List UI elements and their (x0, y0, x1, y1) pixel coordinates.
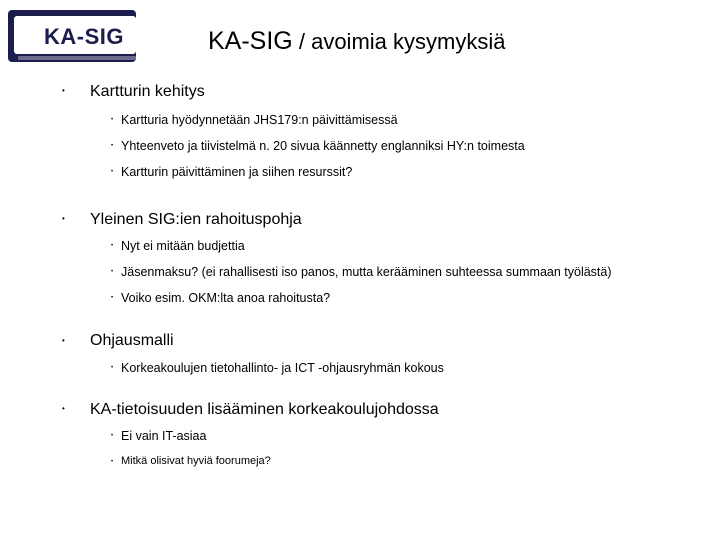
logo-side-label (22, 28, 36, 58)
list-item: Nyt ei mitään budjettia (121, 239, 245, 253)
section-bullet: • (62, 86, 65, 95)
logo-panel (14, 16, 136, 54)
item-bullet: • (111, 459, 114, 465)
title-main: KA-SIG (208, 27, 293, 55)
section-heading: Kartturin kehitys (90, 83, 205, 100)
list-item: Jäsenmaksu? (ei rahallisesti iso panos, mutta kerääminen suhteessa summaan työlästä) (121, 265, 612, 279)
item-bullet: • (111, 143, 114, 149)
section-bullet: • (62, 404, 65, 413)
item-bullet: • (111, 169, 114, 175)
list-item: Mitkä olisivat hyviä foorumeja? (121, 455, 271, 467)
item-bullet: • (111, 295, 114, 301)
list-item: Kartturia hyödynnetään JHS179:n päivittämisessä (121, 113, 398, 127)
item-bullet: • (111, 269, 114, 275)
section-bullet: • (62, 336, 65, 345)
item-bullet: • (111, 433, 114, 439)
item-bullet: • (111, 365, 114, 371)
list-item: Yhteenveto ja tiivistelmä n. 20 sivua käännetty englanniksi HY:n toimesta (121, 139, 525, 153)
section-heading: Yleinen SIG:ien rahoituspohja (90, 211, 302, 228)
title-rest: / avoimia kysymyksiä (292, 29, 506, 54)
section-heading: KA-tietoisuuden lisääminen korkeakoulujohdossa (90, 401, 439, 418)
list-item: Ei vain IT-asiaa (121, 429, 207, 443)
section-bullet: • (62, 214, 65, 223)
section-heading: Ohjausmalli (90, 332, 174, 349)
logo-tagline-bar (18, 56, 136, 60)
ka-sig-logo (8, 10, 136, 62)
item-bullet: • (111, 243, 114, 249)
list-item: Voiko esim. OKM:lta anoa rahoitusta? (121, 291, 331, 305)
slide-title (208, 27, 505, 56)
logo-text: KA-SIG (44, 24, 124, 49)
item-bullet: • (111, 117, 114, 123)
list-item: Kartturin päivittäminen ja siihen resurssit? (121, 165, 353, 179)
logo-fin-text: FIN (22, 48, 34, 55)
list-item: Korkeakoulujen tietohallinto- ja ICT -ohjausryhmän kokous (121, 361, 444, 375)
